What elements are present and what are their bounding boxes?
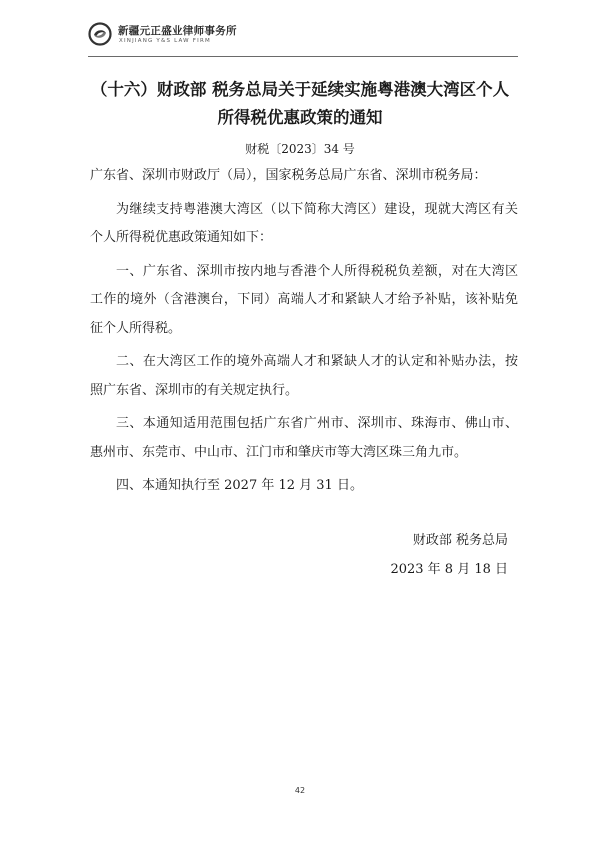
document-title [70,76,530,132]
document-body [90,162,518,506]
signature-block [390,526,508,584]
title-line-1: （十六）财政部 税务总局关于延续实施粤港澳大湾区个人 [90,80,510,99]
clause-4: 四、本通知执行至 2027 年 12 月 31 日。 [116,478,363,493]
clause-1: 一、广东省、深圳市按内地与香港个人所得税税负差额，对在大湾区工作的境外（含港澳台，下同）高端人才和紧缺人才给予补贴，该补贴免征个人所得税。 [90,263,518,336]
firm-name-cn: 新疆元正盛业律师事务所 [118,25,237,37]
page-header [88,20,518,56]
firm-logo-icon [88,22,112,46]
clause-2: 二、在大湾区工作的境外高端人才和紧缺人才的认定和补贴办法，按照广东省、深圳市的有关规定执行。 [90,354,518,398]
clause-3: 三、本通知适用范围包括广东省广州市、深圳市、珠海市、佛山市、惠州市、东莞市、中山市、江门市和肇庆市等大湾区珠三角九市。 [90,416,518,460]
header-divider [88,56,518,57]
salutation: 广东省、深圳市财政厅（局），国家税务总局广东省、深圳市税务局： [90,168,487,183]
firm-name-en: XINJIANG Y&S LAW FIRM [119,38,211,44]
issue-date: 2023 年 8 月 18 日 [390,562,508,577]
page-number: 42 [294,786,306,795]
intro-paragraph: 为继续支持粤港澳大湾区（以下简称大湾区）建设，现就大湾区有关个人所得税优惠政策通知如下： [90,201,518,245]
document-number: 财税〔2023〕34 号 [245,142,355,156]
issuer: 财政部 税务总局 [412,533,508,548]
title-line-2: 所得税优惠政策的通知 [217,108,383,127]
